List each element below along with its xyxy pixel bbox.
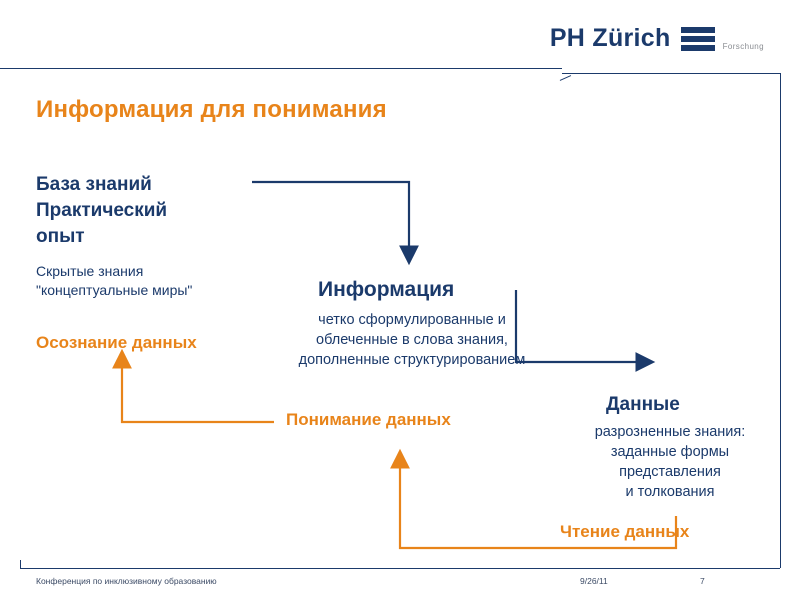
data-line-4: и толкования <box>625 484 715 500</box>
arrow-knowledge-to-information <box>252 182 409 262</box>
knowledge-base-line-1: База знаний <box>36 174 152 195</box>
data-title: Данные <box>606 394 680 415</box>
footer-left-text: Конференция по инклюзивному образованию <box>36 576 217 586</box>
page-title: Информация для понимания <box>36 96 387 123</box>
data-description <box>560 422 780 502</box>
logo-text: PH Zürich <box>549 24 671 52</box>
logo-subtitle: Forschung <box>722 42 764 51</box>
knowledge-base-title <box>36 172 266 250</box>
information-title: Информация <box>318 278 455 301</box>
information-description <box>262 310 562 370</box>
knowledge-base-sub-line-2: "концептуальные миры" <box>36 282 193 298</box>
understanding-data-label: Понимание данных <box>286 410 451 429</box>
data-line-2: заданные формы <box>610 444 730 460</box>
knowledge-base-line-3: опыт <box>36 226 85 247</box>
information-line-1: четко сформулированные и <box>318 312 506 328</box>
footer-page-number: 7 <box>700 576 705 586</box>
reading-data-label: Чтение данных <box>560 522 690 541</box>
knowledge-base-line-2: Практический <box>36 200 168 221</box>
knowledge-base-sub-line-1: Скрытые знания <box>36 263 144 279</box>
footer-date: 9/26/11 <box>580 576 608 586</box>
information-line-3: дополненные структурированием <box>298 352 526 368</box>
arrow-understanding-data <box>122 352 274 422</box>
information-line-2: облеченные в слова знания, <box>316 332 508 348</box>
data-line-1: разрозненные знания: <box>594 424 746 440</box>
data-line-3: представления <box>619 464 721 480</box>
awareness-of-data-label: Осознание данных <box>36 333 197 352</box>
knowledge-base-subtext <box>36 262 276 300</box>
